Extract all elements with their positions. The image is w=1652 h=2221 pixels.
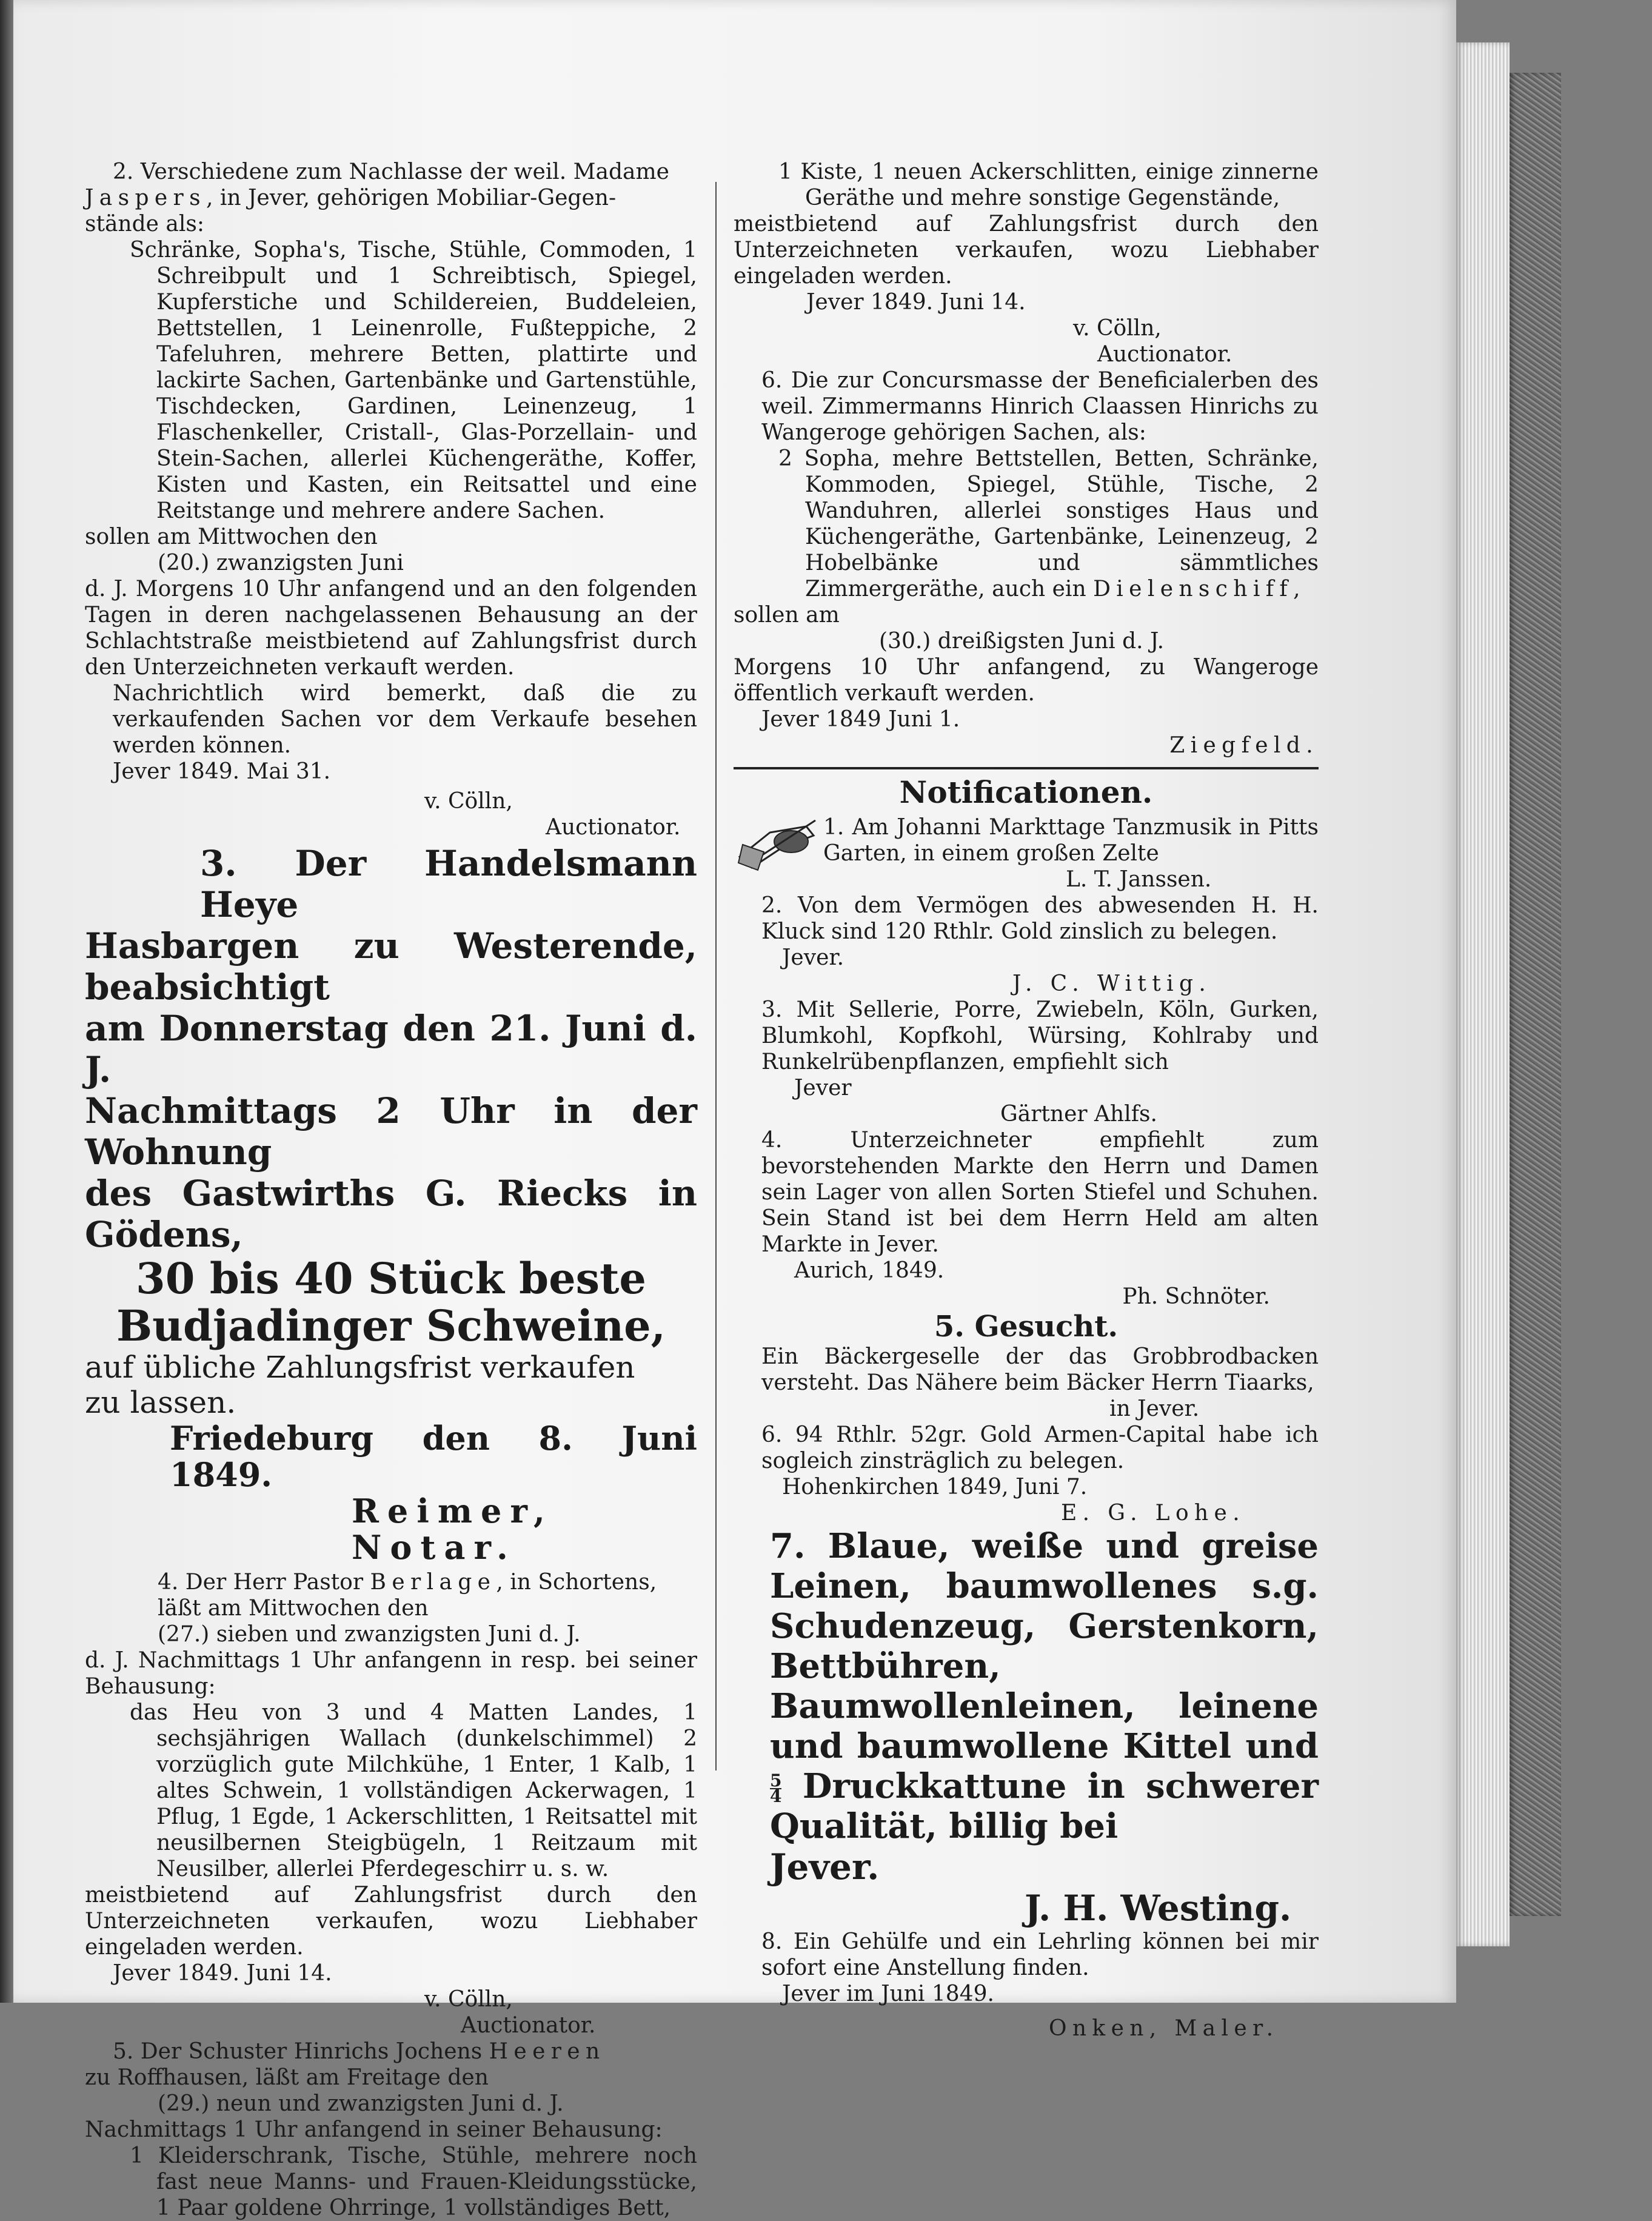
notice-5-body: zu Roffhausen, läßt am Freitage den bbox=[85, 2065, 489, 2090]
fraction-denominator: 4 bbox=[770, 1786, 782, 1807]
left-column bbox=[85, 159, 697, 2221]
notification-6 bbox=[734, 1422, 1319, 1526]
notification-8-place: Jever im Juni 1849. bbox=[782, 1981, 994, 2006]
notice-6-list-a: 2 Sopha, mehre Bettstellen, Betten, Schränke, Kommoden, Spiegel, Stühle, Tische, 2 Wanduhren, allerlei sonstiges Haus und Küchengeräthe, Gartenbänke, Leinenzeug, 2 Hobelbänke und sämmtliches Zimmergeräthe, auch ein bbox=[778, 446, 1319, 601]
notice-5 bbox=[85, 2038, 697, 2221]
notification-4-signature: Ph. Schnöter. bbox=[1122, 1284, 1270, 1309]
section-rule bbox=[734, 767, 1319, 769]
notice-6-date: (30.) dreißigsten Juni d. J. bbox=[879, 629, 1165, 654]
cont-body: meistbietend auf Zahlungsfrist durch den Unterzeichneten verkaufen, wozu Liebhaber eingeladen werden. bbox=[734, 212, 1319, 289]
notice-5-list: 1 Kleiderschrank, Tische, Stühle, mehrere noch fast neue Manns- und Frauen-Kleidungsstücke, 1 Paar goldene Ohrringe, 1 vollständiges Bett, bbox=[130, 2143, 697, 2220]
fraction-five-quarters bbox=[770, 1770, 782, 1807]
scan-dark-edge bbox=[0, 0, 13, 2003]
notice-4-line2: läßt am Mittwochen den bbox=[158, 1596, 429, 1621]
notification-7-place: Jever. bbox=[770, 1846, 880, 1888]
notification-4-place: Aurich, 1849. bbox=[794, 1258, 945, 1283]
notification-5 bbox=[734, 1310, 1319, 1422]
notification-7 bbox=[734, 1526, 1319, 1929]
notification-4 bbox=[734, 1127, 1319, 1310]
notice-4 bbox=[85, 1569, 697, 2038]
cont-list: 1 Kiste, 1 neuen Ackerschlitten, einige zinnerne Geräthe und mehre sonstige Gegenstände, bbox=[778, 159, 1319, 210]
name-heeren: Heeren bbox=[489, 2039, 606, 2064]
notice-2-list: Schränke, Sopha's, Tische, Stühle, Commoden, 1 Schreibpult und 1 Schreibtisch, Spiegel, Kupferstiche und Schildereien, Buddeleien, Bettstellen, 1 Leinenrolle, Fußteppiche, 2 Tafeluhren, mehrere Betten, plattirte und lackirte Sachen, Gartenbänke und Gartenstühle, Tischdecken, Gardinen, Leinenzeug, 1 Flaschenkeller, Cristall-, Glas-Porzellain- und Stein-Sachen, allerlei Küchengeräthe, Koffer, Kisten und Kasten, ein Reitsattel und eine Reitstange und mehrere andere Sachen. bbox=[130, 238, 697, 523]
notice-6-list-c: , bbox=[1293, 577, 1300, 601]
notice-4-list: das Heu von 3 und 4 Matten Landes, 1 sechsjährigen Wallach (dunkelschimmel) 2 vorzüglich gute Milchkühe, 1 Enter, 1 Kalb, 1 altes Schwein, 1 vollständigen Ackerwagen, 1 Pflug, 1 Egde, 1 Ackerschlitten, 1 Reitsattel mit neusilbernen Steigbügeln, 1 Reitzaum mit Neusilber, allerlei Pferdegeschirr u. s. w. bbox=[130, 1700, 697, 1881]
notification-5-text: Ein Bäckergeselle der das Grobbrodbacken versteht. Das Nähere beim Bäcker Herrn Tiaarks, bbox=[761, 1344, 1319, 1395]
notice-6-sollen: sollen am bbox=[734, 603, 840, 628]
notification-5-heading: 5. Gesucht. bbox=[934, 1310, 1119, 1344]
notification-3 bbox=[734, 997, 1319, 1127]
notification-1 bbox=[734, 814, 1319, 893]
notification-8-text: 8. Ein Gehülfe und ein Lehrling können bei mir sofort eine Anstellung finden. bbox=[761, 1929, 1319, 1980]
notification-6-signature: E. G. Lohe. bbox=[1061, 1501, 1246, 1526]
notification-5-place: in Jever. bbox=[1109, 1396, 1200, 1421]
notice-3-line6: 30 bis 40 Stück beste bbox=[136, 1253, 646, 1304]
notice-3-line4: Nachmittags 2 Uhr in der Wohnung bbox=[85, 1090, 697, 1173]
notification-7-text-a: 7. Blaue, weiße und greise Leinen, baumwollenes s.g. Schudenzeug, Gerstenkorn, Bettbühren, Baumwollenleinen, leinene und baumwollene Kittel und bbox=[770, 1526, 1319, 1766]
notice-4-signature: v. Cölln, bbox=[424, 1987, 513, 2012]
notice-2-place: Jever 1849. Mai 31. bbox=[113, 759, 331, 784]
name-jaspers: Jaspers bbox=[85, 186, 206, 210]
notification-7-text bbox=[734, 1526, 1319, 1846]
name-berlage: Berlage bbox=[370, 1570, 497, 1595]
notificationen-heading: Notificationen. bbox=[899, 774, 1153, 810]
notice-6-body: 6. Die zur Concursmasse der Beneficialerben des weil. Zimmermanns Hinrich Claassen Hinrichs zu Wangeroge gehörigen Sachen, als: bbox=[761, 368, 1319, 445]
notice-3-place: Friedeburg den 8. Juni 1849. bbox=[170, 1419, 697, 1494]
cont-place: Jever 1849. Juni 14. bbox=[806, 290, 1026, 315]
notice-5-line1-a: 5. Der Schuster Hinrichs Jochens bbox=[113, 2039, 489, 2064]
notification-7-signature: J. H. Westing. bbox=[1025, 1888, 1292, 1929]
notice-4-body2: meistbietend auf Zahlungsfrist durch den Unterzeichneten verkaufen, wozu Liebhaber eingeladen werden. bbox=[85, 1883, 697, 1960]
notice-4-body: d. J. Nachmittags 1 Uhr anfangenn in resp. bei seiner Behausung: bbox=[85, 1648, 697, 1699]
notification-8-signature: Onken, Maler. bbox=[1049, 2016, 1279, 2041]
book-cover-edge bbox=[1510, 73, 1561, 1916]
notice-5-continued bbox=[734, 159, 1319, 367]
notice-6 bbox=[734, 367, 1319, 759]
notice-2-sollen: sollen am Mittwochen den bbox=[85, 524, 378, 549]
notification-4-text: 4. Unterzeichneter empfiehlt zum bevorstehenden Markte den Herrn und Damen sein Lager von allen Sorten Stiefel und Schuhen. Sein Stand ist bei dem Herrn Held am alten Markte in Jever. bbox=[761, 1128, 1319, 1257]
notice-5-body2: Nachmittags 1 Uhr anfangend in seiner Behausung: bbox=[85, 2117, 663, 2142]
notice-6-signature: Ziegfeld. bbox=[1169, 733, 1319, 758]
notice-2-signature: v. Cölln, bbox=[424, 789, 513, 814]
right-column bbox=[734, 159, 1319, 2042]
word-dielenschiff: Dielenschiff bbox=[1093, 577, 1294, 601]
notice-3-line9: zu lassen. bbox=[85, 1385, 236, 1420]
notice-3-line1: 3. Der Handelsmann Heye bbox=[200, 843, 697, 925]
notice-2-line2-rest: , in Jever, gehörigen Mobiliar-Gegen- bbox=[206, 186, 617, 210]
notice-3-signature: Reimer, Notar. bbox=[352, 1492, 553, 1567]
notice-3-line5: des Gastwirths G. Riecks in Gödens, bbox=[85, 1173, 697, 1255]
notice-6-body2: Morgens 10 Uhr anfangend, zu Wangeroge öffentlich verkauft werden. bbox=[734, 655, 1319, 706]
notice-3-line3: am Donnerstag den 21. Juni d. J. bbox=[85, 1008, 697, 1090]
notification-1-signature: L. T. Janssen. bbox=[1066, 867, 1212, 892]
notification-6-place: Hohenkirchen 1849, Juni 7. bbox=[782, 1475, 1088, 1499]
notice-4-place: Jever 1849. Juni 14. bbox=[113, 1961, 332, 1986]
notification-2-text: 2. Von dem Vermögen des abwesenden H. H. Kluck sind 120 Rthlr. Gold zinslich zu belegen. bbox=[761, 893, 1319, 944]
notice-2-line2 bbox=[85, 185, 697, 211]
notification-2-signature: J. C. Wittig. bbox=[1012, 971, 1212, 996]
notice-5-date: (29.) neun und zwanzigsten Juni d. J. bbox=[158, 2091, 564, 2116]
violin-music-icon bbox=[734, 814, 818, 875]
fraction-numerator: 5 bbox=[770, 1770, 782, 1791]
notification-8 bbox=[734, 1929, 1319, 2042]
notice-2-title: Auctionator. bbox=[546, 815, 681, 840]
notification-3-place: Jever bbox=[794, 1076, 852, 1100]
notice-6-list bbox=[734, 446, 1319, 602]
cont-signature: v. Cölln, bbox=[1073, 316, 1162, 341]
column-divider bbox=[715, 182, 717, 1770]
notice-2 bbox=[85, 159, 697, 840]
cont-title: Auctionator. bbox=[1097, 342, 1232, 367]
notification-3-text: 3. Mit Sellerie, Porre, Zwiebeln, Köln, Gurken, Blumkohl, Kopfkohl, Würsing, Kohlraby und Runkelrübenpflanzen, empfiehlt sich bbox=[761, 997, 1319, 1074]
notice-4-title: Auctionator. bbox=[461, 2013, 596, 2038]
notification-3-signature: Gärtner Ahlfs. bbox=[1000, 1102, 1157, 1127]
notice-4-line1 bbox=[85, 1569, 697, 1595]
notice-2-line1: 2. Verschiedene zum Nachlasse der weil. Madame bbox=[113, 159, 669, 184]
notice-3 bbox=[85, 843, 697, 1566]
notice-3-line8: auf übliche Zahlungsfrist verkaufen bbox=[85, 1350, 635, 1385]
notification-7-text-b: Druckkattune in schwerer Qualität, billig bei bbox=[770, 1766, 1319, 1846]
notice-4-date: (27.) sieben und zwanzigsten Juni d. J. bbox=[158, 1622, 581, 1647]
notification-1-text: 1. Am Johanni Markttage Tanzmusik in Pitts Garten, in einem großen Zelte bbox=[823, 815, 1319, 866]
notice-3-line7: Budjadinger Schweine, bbox=[116, 1301, 666, 1351]
notification-2 bbox=[734, 893, 1319, 997]
notice-4-line1-a: 4. Der Herr Pastor bbox=[158, 1570, 370, 1595]
notice-3-line2: Hasbargen zu Westerende, beabsichtigt bbox=[85, 925, 697, 1008]
notice-2-date: (20.) zwanzigsten Juni bbox=[158, 551, 404, 575]
notice-2-line3: stände als: bbox=[85, 212, 204, 236]
notice-2-body: d. J. Morgens 10 Uhr anfangend und an den folgenden Tagen in deren nachgelassenen Behausung an der Schlachtstraße meistbietend auf Zahlungsfrist durch den Unterzeichneten verkauft werden. bbox=[85, 577, 697, 680]
notice-2-note: Nachrichtlich wird bemerkt, daß die zu verkaufenden Sachen vor dem Verkaufe besehen werden können. bbox=[113, 681, 697, 758]
notice-4-line1-c: , in Schortens, bbox=[496, 1570, 657, 1595]
notice-5-line1 bbox=[85, 2038, 697, 2065]
notification-2-place: Jever. bbox=[782, 945, 844, 970]
book-page-edges bbox=[1456, 42, 1510, 1946]
notice-6-place: Jever 1849 Juni 1. bbox=[761, 707, 960, 732]
notification-6-text: 6. 94 Rthlr. 52gr. Gold Armen-Capital habe ich sogleich zinsträglich zu belegen. bbox=[761, 1422, 1319, 1473]
